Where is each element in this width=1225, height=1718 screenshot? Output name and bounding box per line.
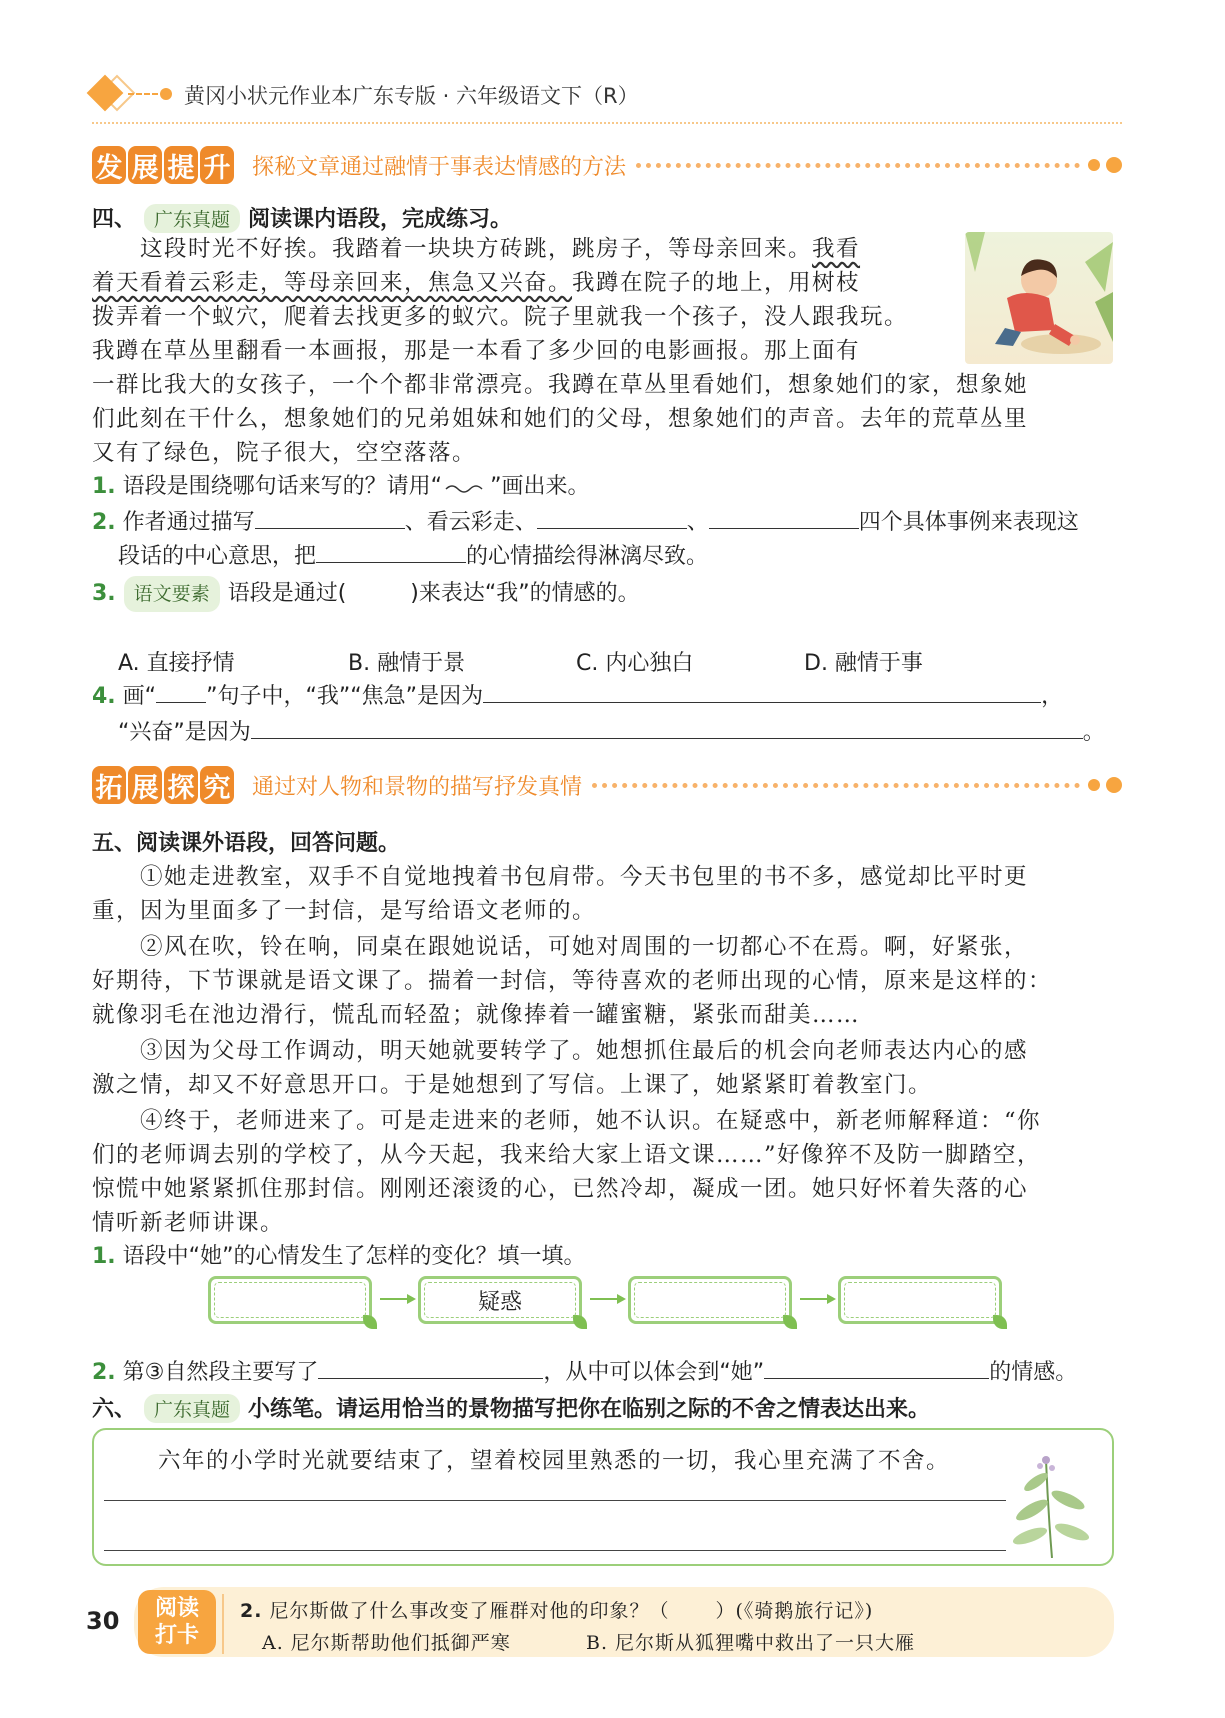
plant-illustration xyxy=(1002,1440,1094,1558)
passage-line: 激之情，却又不好意思开口。于是她想到了写信。上课了，她紧紧盯着教室门。 xyxy=(92,1072,933,1098)
passage-line: 惊慌中她紧紧抓住那封信。刚刚还滚烫的心，已然冷却，凝成一团。她只好怀着失落的心 xyxy=(92,1176,1029,1202)
text-span: 语段是围绕哪句话来写的？请用“ xyxy=(122,474,443,499)
banner-dot xyxy=(1088,159,1100,171)
option-b[interactable]: B. 融情于景 xyxy=(348,651,466,676)
subquestion-4-1 xyxy=(92,470,589,504)
text-span: 的情感。 xyxy=(989,1360,1078,1385)
text-span: ”句子中，“我”“焦急”是因为 xyxy=(206,684,484,709)
banner-dot xyxy=(1106,777,1122,793)
banner-dot xyxy=(1088,779,1100,791)
subquestion-4-4-cont xyxy=(118,716,1118,750)
writing-line[interactable] xyxy=(104,1500,1006,1501)
header-title: 黄冈小状元作业本广东专版 · 六年级语文下（R） xyxy=(184,84,639,108)
passage-line: ②风在吹，铃在响，同桌在跟她说话，可她对周围的一切都心不在焉。啊，好紧张， xyxy=(140,934,1029,960)
subquestion-number: 2. xyxy=(92,1360,116,1385)
subquestion-4-2-cont xyxy=(118,540,708,574)
answer-blank[interactable] xyxy=(709,506,859,529)
text-span: ）(《骑鹅旅行记》) xyxy=(715,1600,874,1622)
badge-char: 展 xyxy=(128,766,162,804)
reading-checkin-tag xyxy=(138,1590,216,1654)
answer-blank[interactable] xyxy=(764,1356,989,1379)
arrow-icon xyxy=(380,1298,414,1300)
footer-option-b[interactable]: B. 尼尔斯从狐狸嘴中救出了一只大雁 xyxy=(586,1632,916,1654)
passage-line: 一群比我大的女孩子，一个个都非常漂亮。我蹲在草丛里看她们，想象她们的家，想象她 xyxy=(92,372,1029,398)
text-span: 尼尔斯做了什么事改变了雁群对他的印象？（ xyxy=(269,1600,670,1622)
text-span: 这段时光不好挨。我踏着一块块方砖跳，跳房子，等母亲回来。 xyxy=(140,236,813,262)
text-span: 第③自然段主要写了 xyxy=(122,1360,319,1385)
option-d[interactable]: D. 融情于事 xyxy=(804,651,923,676)
subquestion-5-2 xyxy=(92,1356,1122,1390)
wavy-underlined-text: 着天看着云彩走，等母亲回来，焦急又兴奋。 xyxy=(92,270,573,296)
badge-char: 究 xyxy=(200,766,234,804)
passage-line: 好期待，下节课就是语文课了。揣着一封信，等待喜欢的老师出现的心情，原来是这样的： xyxy=(92,968,1053,994)
page-number: 30 xyxy=(86,1607,120,1635)
passage-line: 情听新老师讲课。 xyxy=(92,1210,285,1236)
mood-box-2[interactable] xyxy=(418,1276,582,1324)
badge-char: 升 xyxy=(200,146,234,184)
mood-text: 疑惑 xyxy=(477,1289,522,1315)
footer-question-number: 2. xyxy=(240,1600,263,1622)
boy-illustration xyxy=(965,232,1113,364)
text-span: ”画出来。 xyxy=(490,474,590,499)
subquestion-number: 1. xyxy=(92,1244,116,1269)
badge-char: 拓 xyxy=(92,766,126,804)
answer-blank[interactable] xyxy=(255,506,405,529)
mood-box-1[interactable] xyxy=(208,1276,372,1324)
question-4-heading xyxy=(92,202,512,233)
text-span: 。 xyxy=(1082,720,1105,745)
badge-char: 提 xyxy=(164,146,198,184)
text-span: “兴奋”是因为 xyxy=(118,720,251,745)
section-banner-explore xyxy=(92,766,1122,804)
question-6-heading xyxy=(92,1392,930,1423)
answer-blank[interactable] xyxy=(537,506,687,529)
answer-blank[interactable] xyxy=(251,716,1083,739)
writing-line[interactable] xyxy=(104,1550,1006,1551)
question-5-heading: 五、阅读课外语段，回答问题。 xyxy=(92,831,401,856)
text-span: 、看云彩走、 xyxy=(404,510,537,535)
option-c[interactable]: C. 内心独白 xyxy=(576,651,694,676)
answer-blank[interactable] xyxy=(318,1356,543,1379)
passage-line: 拨弄着一个蚁穴，爬着去找更多的蚁穴。院子里就我一个孩子，没人跟我玩。 xyxy=(92,304,909,330)
footer-divider xyxy=(222,1594,224,1654)
wavy-line-symbol xyxy=(442,470,490,490)
text-span: 画“ xyxy=(122,684,157,709)
text-span: 作者通过描写 xyxy=(122,510,255,535)
badge-char: 发 xyxy=(92,146,126,184)
text-span: 段话的中心意思，把 xyxy=(118,544,317,569)
section-subtitle: 探秘文章通过融情于事表达情感的方法 xyxy=(252,154,627,180)
header-dash xyxy=(128,93,158,95)
leaf-icon xyxy=(993,1315,1007,1329)
section-subtitle: 通过对人物和景物的描写抒发真情 xyxy=(252,774,583,800)
arrow-icon xyxy=(800,1298,834,1300)
subquestion-number: 2. xyxy=(92,510,116,535)
mark-symbol-blank xyxy=(156,680,206,703)
badge-char: 展 xyxy=(128,146,162,184)
banner-dots xyxy=(636,163,1080,168)
text-span: ，从中可以体会到“她” xyxy=(543,1360,765,1385)
leaf-icon xyxy=(573,1315,587,1329)
writing-starter: 六年的小学时光就要结束了，望着校园里熟悉的一切，我心里充满了不舍。 xyxy=(158,1448,951,1474)
passage-line xyxy=(140,232,960,266)
passage-line: ①她走进教室，双手不自觉地拽着书包肩带。今天书包里的书不多，感觉却比平时更 xyxy=(140,864,1029,890)
footer-option-a[interactable]: A. 尼尔斯帮助他们抵御严寒 xyxy=(262,1632,511,1654)
text-span: )来表达“我”的情感的。 xyxy=(410,581,640,606)
subquestion-number: 1. xyxy=(92,474,116,499)
subquestion-number: 3. xyxy=(92,581,116,606)
text-span: 、 xyxy=(686,510,709,535)
passage-line xyxy=(92,266,962,300)
section-badge xyxy=(92,766,236,804)
tag-line: 阅读 xyxy=(154,1596,199,1621)
badge-char: 探 xyxy=(164,766,198,804)
option-a[interactable]: A. 直接抒情 xyxy=(118,651,235,676)
section-badge xyxy=(92,146,236,184)
writing-box[interactable] xyxy=(92,1428,1114,1566)
wavy-underlined-text: 我看 xyxy=(812,236,861,262)
passage-line: 们此刻在干什么，想象她们的兄弟姐妹和她们的父母，想象她们的声音。去年的荒草丛里 xyxy=(92,406,1029,432)
text-span: 我蹲在院子的地上，用树枝 xyxy=(572,270,861,296)
question-title: 小练笔。请运用恰当的景物描写把你在临别之际的不舍之情表达出来。 xyxy=(248,1397,931,1422)
question-tag: 广东真题 xyxy=(144,1394,240,1423)
passage-line: ④终于，老师进来了。可是走进来的老师，她不认识。在疑惑中，新老师解释道：“你 xyxy=(140,1108,1042,1134)
subquestion-5-1 xyxy=(92,1240,585,1274)
text-span: 语段中“她”的心情发生了怎样的变化？填一填。 xyxy=(122,1244,586,1269)
mood-box-4[interactable] xyxy=(838,1276,1002,1324)
subquestion-4-2 xyxy=(92,506,1122,540)
text-span: 语段是通过( xyxy=(227,581,347,606)
header-rule xyxy=(92,122,1122,124)
passage-line: ③因为父母工作调动，明天她就要转学了。她想抓住最后的机会向老师表达内心的感 xyxy=(140,1038,1029,1064)
passage-line: 又有了绿色，院子很大，空空落落。 xyxy=(92,440,477,466)
question-tag: 广东真题 xyxy=(144,204,240,233)
tag-line: 打卡 xyxy=(154,1623,199,1648)
section-banner-develop xyxy=(92,146,1122,184)
text-span: 的心情描绘得淋漓尽致。 xyxy=(466,544,709,569)
text-span: 四个具体事例来表现这 xyxy=(858,510,1079,535)
passage-line: 重，因为里面多了一封信，是写给语文老师的。 xyxy=(92,898,597,924)
leaf-icon xyxy=(783,1315,797,1329)
banner-dot xyxy=(1106,157,1122,173)
passage-line: 们的老师调去别的学校了，从今天起，我来给大家上语文课……”好像猝不及防一脚踏空， xyxy=(92,1142,1042,1168)
subquestion-4-3 xyxy=(92,576,640,612)
question-title: 阅读课内语段，完成练习。 xyxy=(248,207,513,232)
question-tag: 语文要素 xyxy=(124,576,220,612)
footer-question xyxy=(240,1596,873,1623)
header-dot xyxy=(160,88,172,100)
question-number: 六、 xyxy=(92,1397,137,1422)
answer-blank[interactable] xyxy=(316,540,466,563)
banner-dots xyxy=(592,783,1080,788)
text-span: ， xyxy=(1041,684,1064,709)
answer-blank[interactable] xyxy=(483,680,1041,703)
arrow-icon xyxy=(590,1298,624,1300)
question-number: 四、 xyxy=(92,207,137,232)
passage-line: 就像羽毛在池边滑行，慌乱而轻盈；就像捧着一罐蜜糖，紧张而甜美…… xyxy=(92,1002,861,1028)
subquestion-4-4 xyxy=(92,680,1122,714)
mood-box-3[interactable] xyxy=(628,1276,792,1324)
subquestion-number: 4. xyxy=(92,684,116,709)
passage-line: 我蹲在草丛里翻看一本画报，那是一本看了多少回的电影画报。那上面有 xyxy=(92,338,861,364)
leaf-icon xyxy=(363,1315,377,1329)
